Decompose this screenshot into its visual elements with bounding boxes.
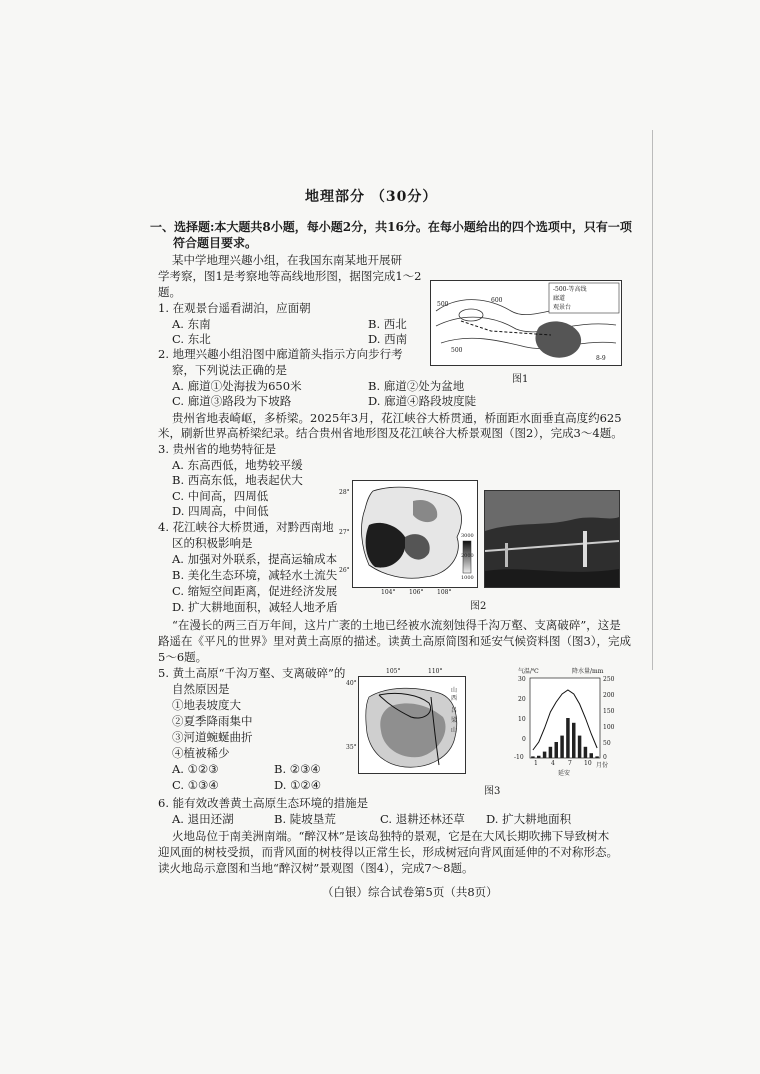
q4-option-b[interactable]: B. 美化生态环境，减轻水土流失 bbox=[172, 568, 338, 582]
intro3-line: 5～6题。 bbox=[158, 650, 208, 664]
q1-option-c[interactable]: C. 东北 bbox=[172, 332, 211, 346]
fig2-lon-label: 106° bbox=[409, 589, 424, 596]
fig2-scale-label: 3000 bbox=[461, 533, 474, 539]
question-2-stem-cont: 察，下列说法正确的是 bbox=[172, 363, 287, 377]
page-title: 地理部分 （30分） bbox=[305, 189, 438, 205]
q3-option-d[interactable]: D. 四周高，中间低 bbox=[172, 504, 269, 518]
fig3-map-label: 山 bbox=[451, 687, 458, 694]
intro1-line: 题。 bbox=[158, 285, 181, 299]
question-4-stem-cont: 区的积极影响是 bbox=[172, 536, 253, 550]
fig2-lat-label: 26° bbox=[339, 567, 350, 574]
q2-option-d[interactable]: D. 廊道④路段坡度陡 bbox=[368, 394, 477, 408]
fig3-map-label: 吕 bbox=[451, 707, 458, 714]
q6-option-b[interactable]: B. 陡坡垦荒 bbox=[274, 812, 336, 826]
fig1-contour-label: 500 bbox=[451, 347, 463, 354]
climate-precip-tick: 100 bbox=[603, 724, 615, 731]
q5-option-c[interactable]: C. ①③④ bbox=[172, 778, 219, 792]
fig3-lat-label: 35° bbox=[346, 744, 357, 751]
precip-bar bbox=[584, 747, 588, 758]
fig2-lat-label: 27° bbox=[339, 529, 350, 536]
fig1-corner-label: 8-9 bbox=[596, 355, 606, 362]
precip-bar bbox=[560, 736, 564, 758]
climate-month-label: 1 bbox=[534, 760, 538, 767]
climate-month-label: 10 bbox=[584, 760, 592, 767]
page-footer: （白银）综合试卷第5页（共8页） bbox=[322, 885, 498, 899]
intro2-line: 贵州省地表崎岖，多桥梁。2025年3月，花江峡谷大桥贯通，桥面距水面垂直高度约625 bbox=[172, 411, 622, 425]
q4-option-a[interactable]: A. 加强对外联系，提高运输成本 bbox=[172, 552, 338, 566]
climate-ylabel: 气温/℃ bbox=[518, 668, 539, 675]
q5-item-1: ①地表坡度大 bbox=[172, 698, 241, 712]
climate-y2label: 降水量/mm bbox=[572, 668, 604, 675]
fig3-lat-label: 40° bbox=[346, 680, 357, 687]
precip-bar bbox=[531, 756, 535, 758]
climate-precip-tick: 50 bbox=[603, 740, 611, 747]
precip-bar bbox=[549, 747, 553, 758]
climate-temp-tick: 20 bbox=[518, 696, 526, 703]
question-4-stem: 4. 花江峡谷大桥贯通，对黔西南地 bbox=[158, 520, 334, 534]
climate-temp-tick: -10 bbox=[514, 754, 524, 761]
precip-bar bbox=[537, 756, 541, 758]
intro1-line: 某中学地理兴趣小组，在我国东南某地开展研 bbox=[172, 253, 402, 267]
q1-option-d[interactable]: D. 西南 bbox=[368, 332, 408, 346]
fig3-lon-label: 105° bbox=[386, 668, 401, 675]
q5-option-b[interactable]: B. ②③④ bbox=[274, 762, 321, 776]
fig2-scale-label: 1000 bbox=[461, 575, 474, 581]
climate-temp-tick: 30 bbox=[518, 676, 526, 683]
fig2-lon-label: 108° bbox=[437, 589, 452, 596]
figure-1-caption: 图1 bbox=[512, 374, 529, 385]
q4-option-c[interactable]: C. 缩短空间距离，促进经济发展 bbox=[172, 584, 338, 598]
q3-option-b[interactable]: B. 西高东低，地表起伏大 bbox=[172, 473, 303, 487]
q5-item-3: ③河道蜿蜒曲折 bbox=[172, 730, 253, 744]
q5-item-2: ②夏季降雨集中 bbox=[172, 714, 253, 728]
climate-precip-tick: 150 bbox=[603, 708, 615, 715]
fig3-map-label: 山 bbox=[451, 727, 458, 734]
climate-precip-tick: 200 bbox=[603, 692, 615, 699]
q1-option-b[interactable]: B. 西北 bbox=[368, 317, 407, 331]
intro3-line: “在漫长的两三百万年间，这片广袤的土地已经被水流刻蚀得千沟万壑、支离破碎”，这是 bbox=[172, 618, 621, 632]
figure-1-contour-map bbox=[430, 280, 622, 366]
climate-temp-tick: 0 bbox=[522, 736, 526, 743]
intro1-line: 学考察，图1是考察地等高线地形图，据图完成1～2 bbox=[158, 269, 422, 283]
figure-2-guizhou-map bbox=[339, 480, 478, 596]
climate-temp-tick: 10 bbox=[518, 716, 526, 723]
q4-option-d[interactable]: D. 扩大耕地面积，减轻人地矛盾 bbox=[172, 600, 338, 614]
question-1-stem: 1. 在观景台遥看湖泊，应面朝 bbox=[158, 301, 311, 315]
q2-option-c[interactable]: C. 廊道③路段为下坡路 bbox=[172, 394, 292, 408]
q6-option-a[interactable]: A. 退田还湖 bbox=[172, 812, 234, 826]
section-heading: 一、选择题:本大题共8小题，每小题2分，共16分。在每小题给出的四个选项中，只有一项 bbox=[150, 220, 632, 234]
climate-month-label: 月份 bbox=[596, 762, 609, 769]
fig3-map-label: 西 bbox=[451, 695, 458, 702]
climate-precip-tick: 0 bbox=[603, 754, 607, 761]
question-6-stem: 6. 能有效改善黄土高原生态环境的措施是 bbox=[158, 796, 369, 810]
q6-option-c[interactable]: C. 退耕还林还草 bbox=[380, 812, 465, 826]
climate-precip-tick: 250 bbox=[603, 676, 615, 683]
fig1-legend-contour: -500-等高线 bbox=[553, 286, 587, 293]
question-5-stem-cont: 自然原因是 bbox=[172, 682, 230, 696]
question-3-stem: 3. 贵州省的地势特征是 bbox=[158, 442, 277, 456]
precip-bar bbox=[578, 736, 582, 758]
fig1-contour-label: 500 bbox=[437, 301, 449, 308]
precip-bar bbox=[590, 753, 594, 758]
climate-month-label: 7 bbox=[568, 760, 572, 767]
figure-2-caption: 图2 bbox=[470, 601, 487, 612]
scan-edge-line bbox=[652, 130, 653, 670]
fig1-legend-corridor: 廊道 bbox=[553, 295, 566, 302]
q5-option-d[interactable]: D. ①②④ bbox=[274, 778, 322, 792]
figure-3-climate-chart bbox=[500, 664, 620, 780]
fig1-contour-label: 600 bbox=[491, 297, 503, 304]
question-5-stem: 5. 黄土高原“千沟万壑、支离破碎”的 bbox=[158, 666, 346, 680]
intro4-line: 读火地岛示意图和当地“醉汉树”景观图（图4），完成7～8题。 bbox=[158, 861, 474, 875]
precip-bar bbox=[572, 723, 576, 758]
section-heading-cont: 符合题目要求。 bbox=[173, 236, 258, 250]
climate-month-label: 4 bbox=[551, 760, 555, 767]
fig3-lon-label: 110° bbox=[428, 668, 443, 675]
fig2-scale-label: 2000 bbox=[461, 553, 474, 559]
figure-3-caption: 图3 bbox=[484, 786, 501, 797]
q5-option-a[interactable]: A. ①②③ bbox=[172, 762, 219, 776]
precip-bar bbox=[543, 752, 547, 758]
climate-place: 延安 bbox=[558, 770, 571, 777]
figure-2-bridge-photo bbox=[484, 490, 620, 588]
fig1-legend-viewpoint: 观景台 bbox=[553, 304, 572, 311]
q2-option-a[interactable]: A. 廊道①处海拔为650米 bbox=[172, 379, 302, 393]
question-2-stem: 2. 地理兴趣小组沿图中廊道箭头指示方向步行考 bbox=[158, 347, 403, 361]
q3-option-a[interactable]: A. 东高西低，地势较平缓 bbox=[172, 458, 303, 472]
figure-3-loess-map bbox=[358, 676, 466, 774]
fig2-lat-label: 28° bbox=[339, 489, 350, 496]
intro3-line: 路遥在《平凡的世界》里对黄土高原的描述。读黄土高原简图和延安气候资料图（图3），完成 bbox=[158, 634, 632, 648]
q3-option-c[interactable]: C. 中间高，四周低 bbox=[172, 489, 269, 503]
precip-bar bbox=[555, 742, 559, 758]
fig3-map-label: 梁 bbox=[451, 717, 458, 724]
intro4-line: 迎风面的树枝受损，而背风面的树枝得以正常生长，形成树冠向背风面延伸的不对称形态。 bbox=[158, 845, 618, 859]
fig2-lon-label: 104° bbox=[381, 589, 396, 596]
q6-option-d[interactable]: D. 扩大耕地面积 bbox=[486, 812, 572, 826]
intro4-line: 火地岛位于南美洲南端。“醉汉林”是该岛独特的景观，它是在大风长期吹拂下导致树木 bbox=[172, 829, 610, 843]
precip-bar bbox=[595, 756, 599, 758]
intro2-line: 米，刷新世界高桥梁纪录。结合贵州省地形图及花江峡谷大桥景观图（图2），完成3～4题。 bbox=[158, 426, 623, 440]
precip-bar bbox=[566, 718, 570, 758]
q2-option-b[interactable]: B. 廊道②处为盆地 bbox=[368, 379, 465, 393]
q5-item-4: ④植被稀少 bbox=[172, 746, 230, 760]
q1-option-a[interactable]: A. 东南 bbox=[172, 317, 211, 331]
